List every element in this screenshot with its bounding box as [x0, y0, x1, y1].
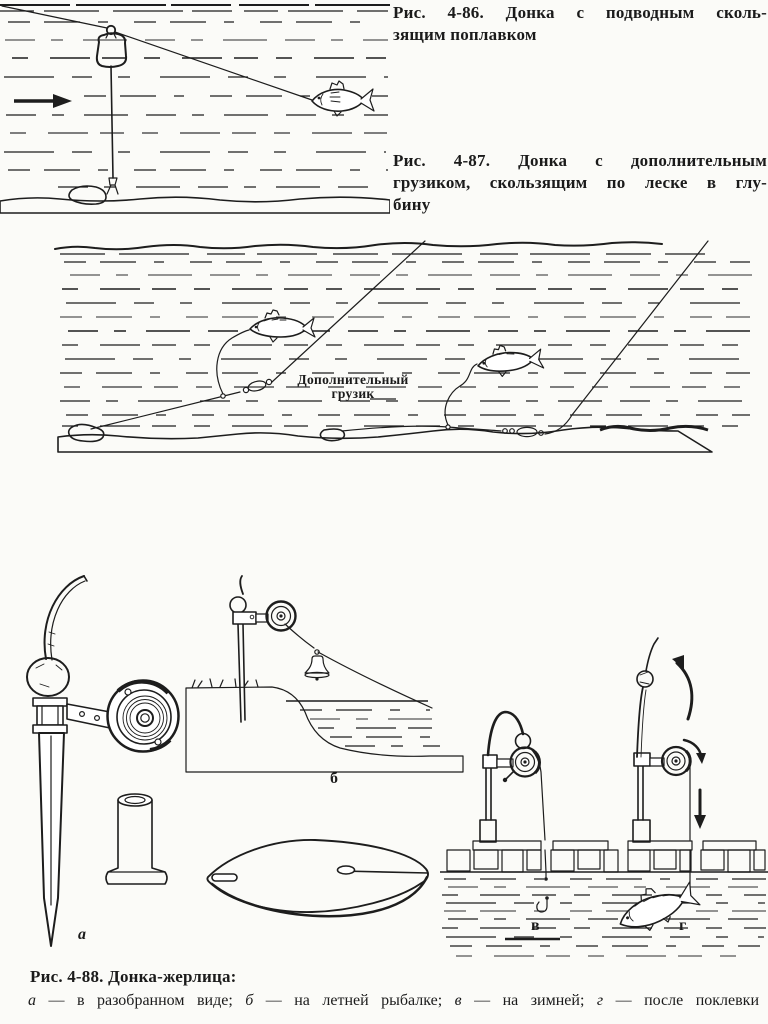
sinker-bead: [544, 877, 548, 881]
part-label-a: а: [78, 926, 86, 943]
rod-tip: [240, 576, 243, 594]
caption-line: зящим поплавком: [393, 25, 537, 44]
sleeve-base: [480, 820, 496, 842]
signal-ball: [516, 734, 531, 749]
fish-icon: [312, 81, 374, 116]
under-ice-water: [440, 872, 768, 956]
figure-4-86-illustration: [0, 0, 390, 216]
reel-arm: [67, 704, 110, 728]
reel-spool: [267, 602, 296, 631]
spoon-board: [207, 840, 428, 916]
right-rig: [320, 241, 708, 441]
caption-fig-4-87: [393, 150, 767, 216]
sleeve-base: [633, 820, 650, 842]
reel-spool: [662, 747, 690, 775]
caption-fig-4-88-title: Рис. 4-88. Донка-жерлица:: [30, 967, 237, 986]
part-v-winter-set: [480, 712, 549, 912]
water-dashes: [60, 262, 754, 426]
fishing-line: [285, 624, 432, 708]
hook: [537, 900, 547, 912]
slot-hole: [338, 866, 355, 874]
figure-4-88-illustration: [0, 555, 768, 965]
bank-ground: [186, 679, 463, 772]
caption-fig-4-86: [393, 2, 767, 46]
ice-blocks: [447, 850, 765, 872]
fish-icon: [250, 310, 315, 342]
ball-texture: [36, 664, 62, 687]
caption-line: Рис. 4-86. Донка с подводным сколь-: [393, 3, 767, 22]
ball-texture: [640, 672, 649, 684]
sliding-weight: [243, 379, 271, 392]
part-a-disassembled: [27, 576, 179, 946]
sliding-float: [97, 26, 126, 67]
clamp: [483, 755, 497, 768]
arrow-down-icon: [694, 790, 706, 829]
arrow-up-icon: [672, 655, 692, 719]
reel-spool: [108, 681, 179, 752]
leader-line: [217, 330, 249, 394]
stake-spike: [39, 733, 64, 946]
extra-weight-label: Дополнительный грузик: [297, 372, 409, 401]
post: [638, 766, 643, 820]
water-surface: [55, 242, 705, 254]
clamp-and-arm: [233, 612, 268, 624]
main-line: [2, 6, 312, 100]
caption-line: грузиком, скользящим по леске в глу-: [393, 173, 767, 192]
flexible-rod: [45, 576, 87, 660]
river-bottom: [58, 426, 712, 452]
signal-ball: [230, 597, 246, 613]
sliding-weight-sunk: [503, 427, 544, 436]
straight-rod: [637, 638, 658, 757]
hooked-fish-icon: [612, 872, 702, 939]
caption-fig-4-88-legend: а — в разобранном виде; б — на летней рыбалке; в — на зимней; г — после поклевки: [28, 992, 760, 1009]
part-label-v: в: [531, 917, 540, 934]
signal-ball: [27, 658, 69, 696]
sinker-bead: [545, 896, 549, 900]
main-line-up: [545, 241, 708, 434]
ice-sheet: [447, 841, 765, 872]
float-anchor-line: [107, 66, 118, 194]
figure-4-87-illustration: [25, 228, 768, 470]
left-rig: [69, 241, 425, 442]
part-label-g: г: [679, 917, 687, 934]
slit: [212, 874, 237, 881]
bell-icon: [305, 650, 329, 681]
river-bottom: [0, 197, 390, 213]
caption-line: Рис. 4-87. Донка с дополнительным: [393, 151, 767, 170]
sleeve-bushing: [106, 794, 167, 884]
part-label-b: б: [330, 770, 338, 787]
clamp-bracket: [33, 698, 67, 733]
post: [486, 768, 491, 820]
stake: [238, 624, 245, 722]
caption-line: бину: [393, 195, 431, 214]
current-arrow: [14, 94, 72, 108]
part-b-summer: [186, 576, 463, 772]
water: [286, 701, 440, 746]
water-surface: [0, 5, 390, 11]
